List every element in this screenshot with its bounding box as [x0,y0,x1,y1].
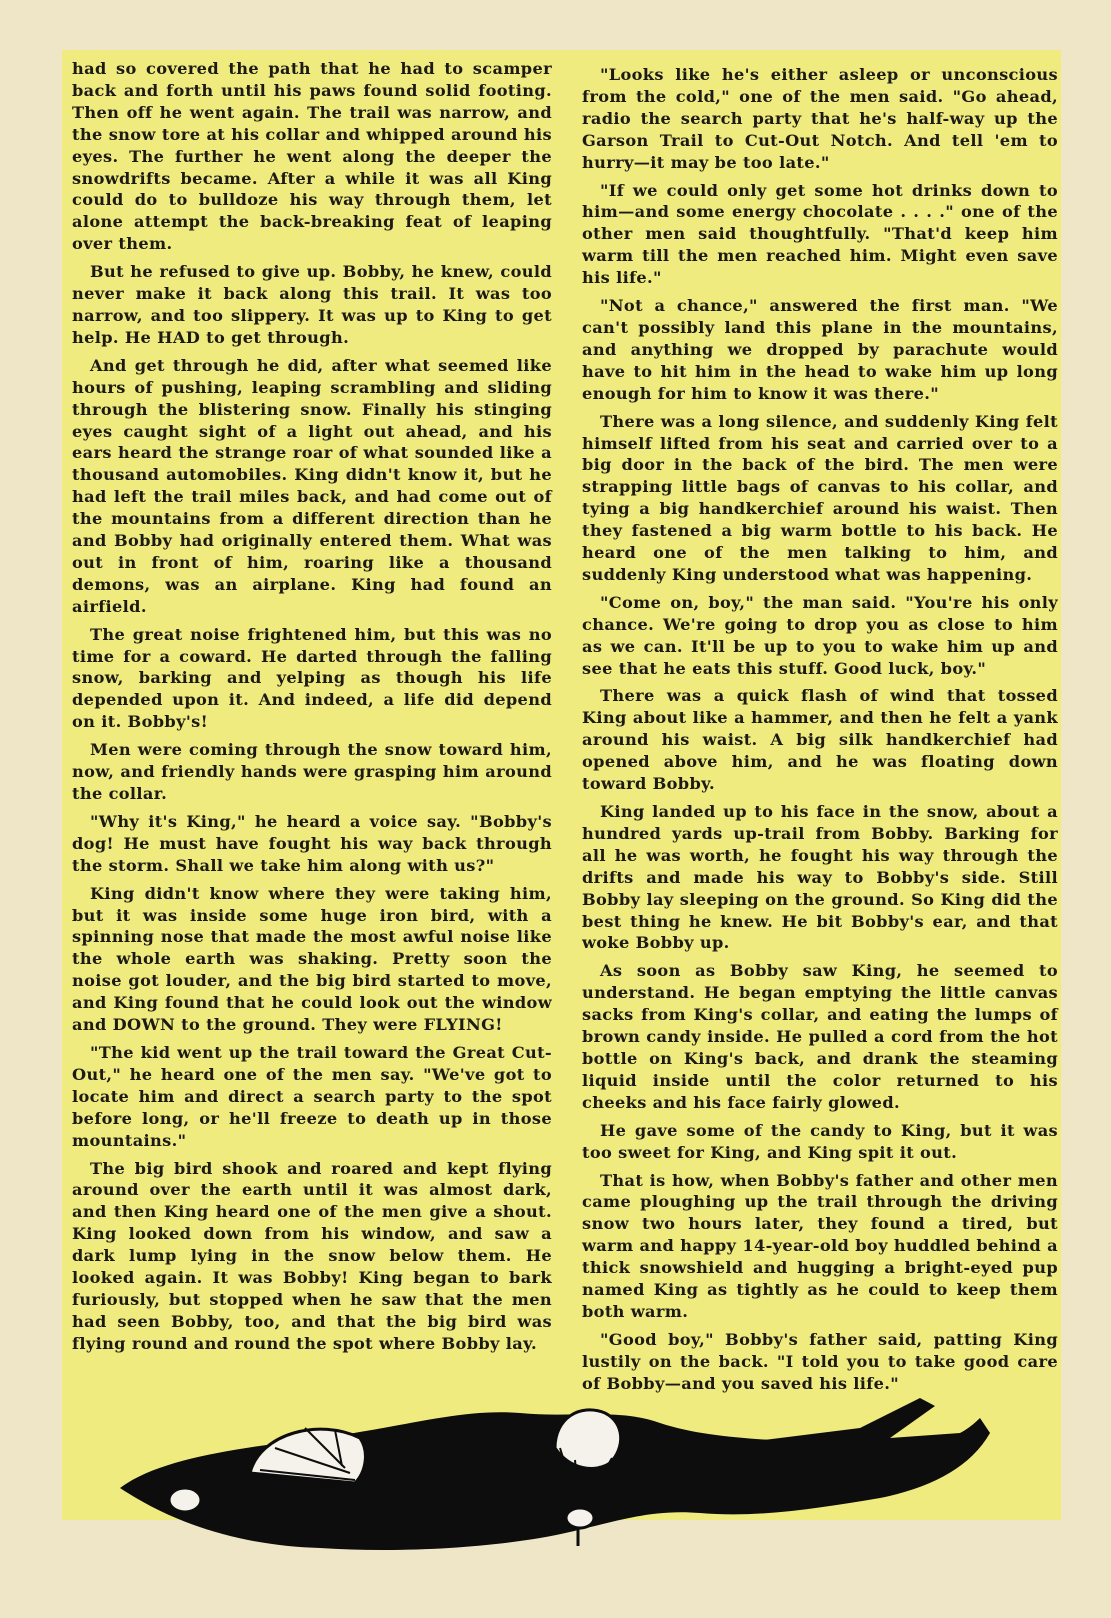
paragraph: As soon as Bobby saw King, he seemed to understand. He began emptying the little canvas sacks from King's collar, and eating the lumps of brown candy inside. He pulled a cord from the hot bottle on King's back, and drank the steaming liquid inside until the color returned to his cheeks and his face fairly glowed. [582,961,1058,1112]
paragraph: "Come on, boy," the man said. "You're his only chance. We're going to drop you as close to him as we can. It'll be up to you to wake him up and see that he eats this stuff. Good luck, boy." [582,592,1058,678]
paragraph: But he refused to give up. Bobby, he knew, could never make it back along this trail. It was too narrow, and too slippery. It was up to King to get help. He HAD to get through. [72,262,552,347]
paragraph: "Good boy," Bobby's father said, patting King lustily on the back. "I told you to take good care of Bobby—and you saved his life." [582,1329,1058,1393]
paragraph: He gave some of the candy to King, but it was too sweet for King, and King spit it out. [582,1120,1058,1162]
paragraph: "Not a chance," answered the first man. "We can't possibly land this plane in the mountains, and anything we dropped by parachute would have to hit him in the head to wake him up long enough for him to know it was there." [582,296,1058,403]
paragraph: "The kid went up the trail toward the Great Cut-Out," he heard one of the men say. "We've got to locate him and direct a search party to the spot before long, or he'll freeze to death up in those mountains." [72,1042,552,1150]
paragraph: Men were coming through the snow toward him, now, and friendly hands were grasping him around the collar. [72,740,552,803]
paragraph: There was a quick flash of wind that tossed King about like a hammer, and then he felt a yank around his waist. A big silk handkerchief had opened above him, and he was floating down toward Bobby. [582,686,1058,794]
paragraph: "Looks like he's either asleep or unconscious from the cold," one of the men said. "Go ahead, radio the search party that he's half-way up the Garson Trail to Cut-Out Notch. And tell 'em to hurry—it may be too late." [582,65,1058,172]
paragraph: "Why it's King," he heard a voice say. "Bobby's dog! He must have fought his way back through the storm. Shall we take him along with us?" [72,811,552,875]
paragraph: had so covered the path that he had to scamper back and forth until his paws found solid footing. Then off he went again. The trail was narrow, and the snow tore at his collar and whipped around his eyes. The further he went along the deeper the snowdrifts became. After a while it was all King could do to bulldoze his way through them, let alone attempt the back-breaking feat of leaping over them. [72,59,552,254]
left-column [72,58,552,1361]
paragraph: The great noise frightened him, but this was no time for a coward. He darted through the falling snow, barking and yelping as though his life depended upon it. And indeed, a life did depend on it. Bobby's! [72,624,552,732]
paragraph: The big bird shook and roared and kept flying around over the earth until it was almost dark, and then King heard one of the men give a shout. King looked down from his window, and saw a dark lump lying in the snow below them. He looked again. It was Bobby! King began to bark furiously, but stopped when he saw that the men had seen Bobby, too, and that the big bird was flying round and round the spot where Bobby lay. [72,1158,552,1353]
parachute-illustration [100,1378,1000,1598]
paragraph: And get through he did, after what seemed like hours of pushing, leaping scrambling and sliding through the blistering snow. Finally his stinging eyes caught sight of a light out ahead, and his ears heard the strange roar of what sounded like a thousand automobiles. King didn't know it, but he had left the trail miles back, and had come out of the mountains from a different direction than he and Bobby had originally entered them. What was out in front of him, roaring like a thousand demons, was an airplane. King had found an airfield. [72,355,552,616]
paragraph: King landed up to his face in the snow, about a hundred yards up-trail from Bobby. Barking for all he was worth, he fought his way through the drifts and made his way to Bobby's side. Still Bobby lay sleeping on the ground. So King did the best thing he knew. He bit Bobby's ear, and that woke Bobby up. [582,802,1058,953]
paragraph: There was a long silence, and suddenly King felt himself lifted from his seat and carried over to a big door in the back of the bird. The men were strapping little bags of canvas to his collar, and tying a big handkerchief around his waist. Then they fastened a big warm bottle to his back. He heard one of the men talking to him, and suddenly King understood what was happening. [582,411,1058,584]
paragraph: "If we could only get some hot drinks down to him—and some energy chocolate . . . ." one of the other men said thoughtfully. "That'd keep him warm till the men reached him. Might even save his life." [582,180,1058,288]
paragraph: That is how, when Bobby's father and other men came ploughing up the trail through the driving snow two hours later, they found a tired, but warm and happy 14-year-old boy huddled behind a thick snowshield and hugging a bright-eyed pup named King as tightly as he could to keep them both warm. [582,1170,1058,1321]
right-column [582,64,1058,1401]
paragraph: King didn't know where they were taking him, but it was inside some huge iron bird, with a spinning nose that made the most awful noise like the whole earth was shaking. Pretty soon the noise got louder, and the big bird started to move, and King found that he could look out the window and DOWN to the ground. They were FLYING! [72,883,552,1035]
